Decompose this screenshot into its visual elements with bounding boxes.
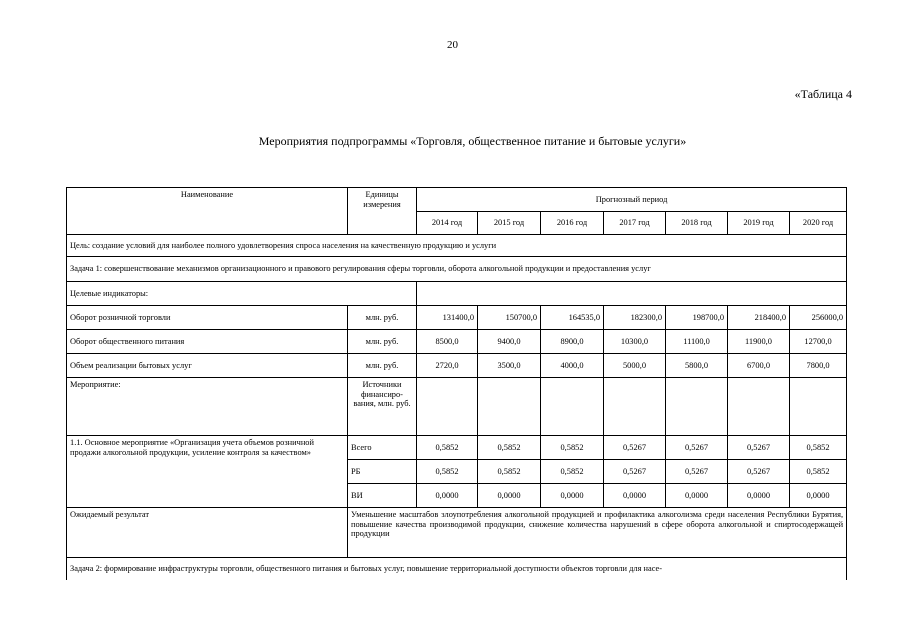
indicators-label: Целевые индикаторы: [67, 282, 417, 306]
task-1-row: Задача 1: совершенствование механизмов организационного и правового регулирования сферы торговли, оборота алкогольной продукции и предоставления услуг [67, 257, 847, 282]
page-number: 20 [447, 39, 458, 51]
funding-value: 0,5267 [728, 460, 790, 484]
indicator-value: 4000,0 [541, 354, 604, 378]
indicator-value: 164535,0 [541, 306, 604, 330]
year-header: 2019 год [728, 212, 790, 235]
empty-cell [728, 378, 790, 436]
funding-value: 0,5852 [417, 460, 478, 484]
expected-result-label: Ожидаемый результат [67, 508, 348, 558]
funding-value: 0,5852 [790, 436, 847, 460]
indicator-value: 2720,0 [417, 354, 478, 378]
empty-cell [417, 378, 478, 436]
empty-cell [604, 378, 666, 436]
empty-cell [417, 282, 847, 306]
funding-source: Всего [348, 436, 417, 460]
funding-value: 0,0000 [604, 484, 666, 508]
year-header: 2016 год [541, 212, 604, 235]
goal-row: Цель: создание условий для наиболее полного удовлетворения спроса населения на качественную продукцию и услуги [67, 235, 847, 257]
header-name: Наименование [67, 188, 348, 235]
expected-result-text: Уменьшение масштабов злоупотребления алкогольной продукцией и профилактика алкоголизма среди населения Республики Бурятия, повышение качества производимой продукции, снижение количества нарушений в сфере оборота алкогольной и спиртосодержащей продукции [348, 508, 847, 558]
indicator-value: 182300,0 [604, 306, 666, 330]
year-header: 2015 год [478, 212, 541, 235]
indicator-value: 131400,0 [417, 306, 478, 330]
measures-table [66, 187, 847, 580]
measure-label: Мероприятие: [67, 378, 348, 436]
indicator-value: 11100,0 [666, 330, 728, 354]
task-2-row: Задача 2: формирование инфраструктуры торговли, общественного питания и бытовых услуг, повышение территориальной доступности объектов торговли для насе- [67, 558, 847, 580]
empty-cell [478, 378, 541, 436]
funding-value: 0,0000 [478, 484, 541, 508]
indicator-value: 8900,0 [541, 330, 604, 354]
funding-value: 0,5852 [541, 436, 604, 460]
year-header: 2014 год [417, 212, 478, 235]
sources-label: Источники финансиро-вания, млн. руб. [348, 378, 417, 436]
funding-value: 0,5852 [478, 460, 541, 484]
year-header: 2020 год [790, 212, 847, 235]
indicator-value: 9400,0 [478, 330, 541, 354]
indicator-row [67, 330, 847, 354]
indicator-value: 7800,0 [790, 354, 847, 378]
table-label: «Таблица 4 [794, 87, 852, 101]
indicator-name: Оборот общественного питания [67, 330, 348, 354]
indicator-value: 150700,0 [478, 306, 541, 330]
indicator-value: 10300,0 [604, 330, 666, 354]
indicator-name: Объем реализации бытовых услуг [67, 354, 348, 378]
funding-value: 0,0000 [666, 484, 728, 508]
header-units: Единицы измерения [348, 188, 417, 235]
funding-value: 0,5852 [541, 460, 604, 484]
indicator-value: 218400,0 [728, 306, 790, 330]
empty-cell [790, 378, 847, 436]
indicator-unit: млн. руб. [348, 354, 417, 378]
indicator-value: 5000,0 [604, 354, 666, 378]
indicator-value: 8500,0 [417, 330, 478, 354]
indicator-row [67, 354, 847, 378]
empty-cell [666, 378, 728, 436]
funding-source: ВИ [348, 484, 417, 508]
indicator-unit: млн. руб. [348, 330, 417, 354]
indicator-unit: млн. руб. [348, 306, 417, 330]
document-title: Мероприятия подпрограммы «Торговля, общественное питание и бытовые услуги» [258, 134, 687, 148]
indicator-value: 12700,0 [790, 330, 847, 354]
indicator-row [67, 306, 847, 330]
funding-value: 0,5852 [790, 460, 847, 484]
measure-1-1-name: 1.1. Основное мероприятие «Организация учета объемов розничной продажи алкогольной продукции, усиление контроля за качеством» [67, 436, 348, 508]
funding-value: 0,0000 [417, 484, 478, 508]
indicator-value: 256000,0 [790, 306, 847, 330]
indicator-name: Оборот розничной торговли [67, 306, 348, 330]
year-header: 2017 год [604, 212, 666, 235]
indicator-value: 5800,0 [666, 354, 728, 378]
funding-source: РБ [348, 460, 417, 484]
indicator-value: 198700,0 [666, 306, 728, 330]
measure-row [67, 436, 847, 460]
funding-value: 0,5267 [728, 436, 790, 460]
funding-value: 0,0000 [728, 484, 790, 508]
funding-value: 0,5267 [604, 436, 666, 460]
funding-value: 0,0000 [541, 484, 604, 508]
empty-cell [541, 378, 604, 436]
funding-value: 0,0000 [790, 484, 847, 508]
funding-value: 0,5267 [666, 436, 728, 460]
indicator-value: 11900,0 [728, 330, 790, 354]
funding-value: 0,5267 [666, 460, 728, 484]
funding-value: 0,5852 [417, 436, 478, 460]
year-header: 2018 год [666, 212, 728, 235]
indicator-value: 3500,0 [478, 354, 541, 378]
indicator-value: 6700,0 [728, 354, 790, 378]
header-forecast: Прогнозный период [417, 188, 847, 212]
funding-value: 0,5267 [604, 460, 666, 484]
funding-value: 0,5852 [478, 436, 541, 460]
